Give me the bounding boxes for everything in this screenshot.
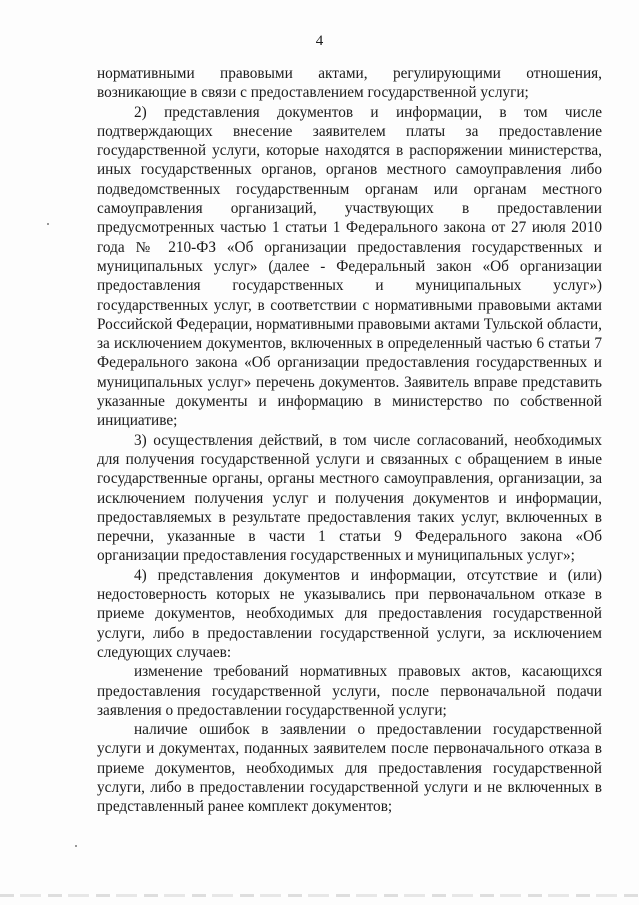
- scan-edge-artifact: [0, 894, 639, 897]
- paragraph-continuation: нормативными правовыми актами, регулирующими отношения, возникающие в связи с предоставлением государственной услуги;: [97, 65, 602, 102]
- scan-speck: [75, 845, 77, 847]
- page-number: 4: [315, 33, 324, 49]
- paragraph-exception-1: изменение требований нормативных правовых актов, касающихся предоставления государственной услуги, после первоначальной подачи заявления о предоставлении государственной услуги;: [97, 663, 602, 719]
- scan-speck: [47, 223, 49, 225]
- paragraph-exception-2: наличие ошибок в заявлении о предоставлении государственной услуги и документах, поданных заявителем после первоначального отказа в приеме документов, необходимых для предоставления государственной услуги, либо в предоставлении государственной услуги и не включенных в представленный ранее комплект документов;: [97, 721, 602, 816]
- paragraph-item-3: 3) осуществления действий, в том числе согласований, необходимых для получения государственной услуги и связанных с обращением в иные государственные органы, органы местного самоуправления, организации, за исключением получения услуг и получения документов и информации, предоставляемых в результате предоставления таких услуг, включенных в перечни, указанные в части 1 статьи 9 Федерального закона «Об организации предоставления государственных и муниципальных услуг»;: [97, 431, 602, 565]
- paragraph-item-2: 2) представления документов и информации, в том числе подтверждающих внесение заявителем платы за предоставление государственной услуги, которые находятся в распоряжении министерства, иных государственных органов, органов местного самоуправления либо подведомственных государственным органам или органам местного самоуправления организаций, участвующих в предоставлении предусмотренных частью 1 статьи 1 Федерального закона от 27 июля 2010 года № 210-ФЗ «Об организации предоставления государственных и муниципальных услуг» (далее - Федеральный закон «Об организации предоставления государственных и муниципальных услуг») государственных услуг, в соответствии с нормативными правовыми актами Российской Федерации, нормативными правовыми актами Тульской области, за исключением документов, включенных в определенный частью 6 статьи 7 Федерального закона «Об организации предоставления государственных и муниципальных услуг» перечень документов. Заявитель вправе представить указанные документы и информацию в министерство по собственной инициативе;: [97, 103, 602, 430]
- paragraph-item-4: 4) представления документов и информации, отсутствие и (или) недостоверность которых не указывались при первоначальном отказе в приеме документов, необходимых для предоставления государственной услуги, либо в предоставлении государственной услуги, за исключением следующих случаев:: [97, 566, 602, 661]
- document-body: [97, 64, 602, 817]
